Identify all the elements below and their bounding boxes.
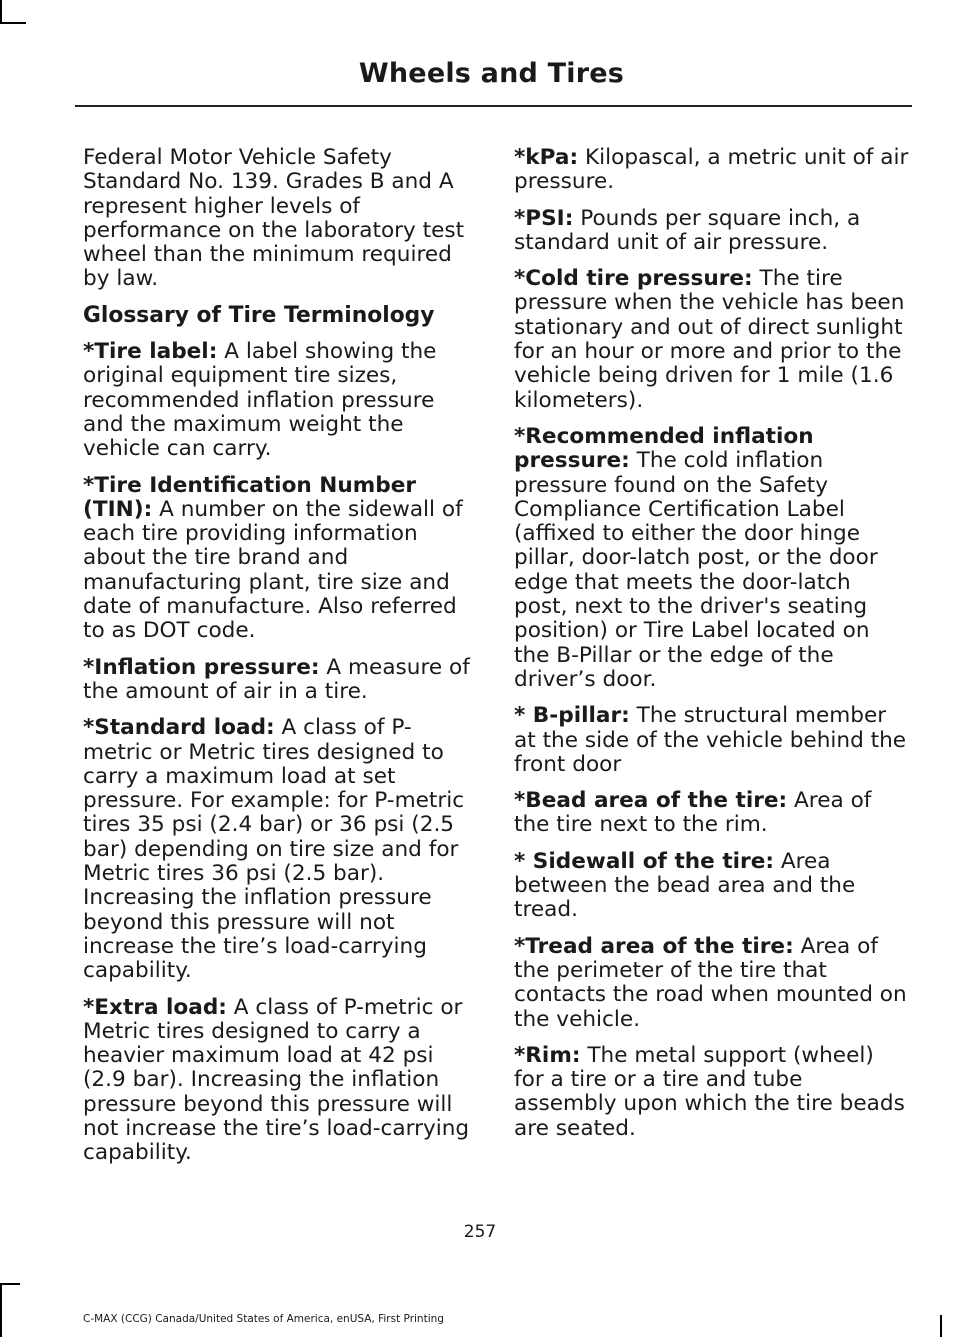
page-title: Wheels and Tires (358, 58, 624, 89)
glossary-definition: Pounds per square inch, a standard unit of air pressure. (514, 205, 861, 255)
glossary-definition: The metal support (wheel) for a tire or a tire and tube assembly upon which the tire beads are seated. (514, 1042, 905, 1141)
glossary-entry (514, 789, 909, 838)
glossary-entry (514, 704, 909, 777)
crop-mark-bottom-left-v (0, 1283, 2, 1337)
glossary-term: *kPa: (514, 145, 579, 170)
page-number: 257 (463, 1222, 497, 1242)
glossary-term: *Bead area of the tire: (514, 788, 788, 814)
glossary-term: *Rim: (514, 1042, 581, 1068)
glossary-entry (514, 146, 909, 195)
crop-mark-bottom-right-v (940, 1315, 942, 1337)
glossary-term: *Tire Identification Number (TIN): (83, 472, 416, 522)
glossary-entry (514, 425, 909, 692)
glossary-definition: A number on the sidewall of each tire providing information about the tire brand and manufacturing plant, tire size and date of manufacture. Also referred to as DOT code. (83, 496, 463, 644)
glossary-definition: The tire pressure when the vehicle has been stationary and out of direct sunlight for an hour or more and prior to the vehicle being driven for 1 mile (1.6 kilometers). (514, 266, 905, 413)
footer-publication-info: C-MAX (CCG) Canada/United States of America, enUSA, First Printing (83, 1313, 444, 1325)
glossary-definition: Kilopascal, a metric unit of air pressure. (514, 145, 909, 195)
glossary-term: * B-pillar: (514, 703, 630, 729)
glossary-definition: A measure of the amount of air in a tire. (83, 654, 470, 704)
left-column (83, 146, 478, 1178)
glossary-definition: A class of P-metric or Metric tires designed to carry a heavier maximum load at 42 psi (2.9 bar). Increasing the inflation pressure beyond this pressure will not increase the tire’s load-carrying capability. (83, 994, 470, 1166)
glossary-entry (83, 716, 478, 983)
glossary-entry (83, 340, 478, 461)
glossary-term: *Cold tire pressure: (514, 266, 753, 292)
glossary-term: *Extra load: (83, 994, 227, 1020)
section-heading: Glossary of Tire Terminology (83, 302, 435, 328)
glossary-definition: Area of the perimeter of the tire that contacts the road when mounted on the vehicle. (514, 933, 907, 1032)
glossary-term: *Standard load: (83, 715, 275, 741)
glossary-entry (514, 207, 909, 256)
crop-mark-top-left-v (0, 0, 2, 24)
right-column (514, 146, 909, 1153)
glossary-definition: The structural member at the side of the vehicle behind the front door (514, 703, 907, 777)
glossary-term: * Sidewall of the tire: (514, 848, 774, 874)
glossary-entry (83, 146, 478, 292)
glossary-term: *Inflation pressure: (83, 654, 320, 680)
crop-mark-top-left-h (0, 22, 26, 24)
glossary-entry (514, 267, 909, 413)
glossary-entry (514, 850, 909, 923)
glossary-entry (83, 656, 478, 705)
glossary-definition: Federal Motor Vehicle Safety Standard No. 139. Grades B and A represent higher levels of performance on the laboratory test wheel than the minimum required by law. (83, 145, 465, 292)
glossary-definition: A class of P-metric or Metric tires designed to carry a maximum load at set pressure. For example: for P-metric tires 35 psi (2.4 bar) or 36 psi (2.5 bar) depending on tire size and for Metric tires 36 psi (2.5 bar). Increasing the inflation pressure beyond this pressure will not increase the tire’s load-carrying capability. (83, 715, 465, 984)
glossary-entry (83, 996, 478, 1166)
glossary-definition: A label showing the original equipment tire sizes, recommended inflation pressure and the maximum weight the vehicle can carry. (83, 339, 437, 462)
glossary-definition: The cold inflation pressure found on the Safety Compliance Certification Label (affixed to either the door hinge pillar, door-latch post, or the door edge that meets the door-latch post, next to the driver's seating position) or Tire Label located on the B-Pillar or the edge of the driver’s door. (514, 448, 878, 692)
glossary-definition: Area of the tire next to the rim. (514, 788, 872, 838)
glossary-term: *Tire label: (83, 339, 218, 365)
glossary-entry (514, 935, 909, 1032)
glossary-entry (83, 474, 478, 644)
glossary-term: *PSI: (514, 205, 574, 231)
glossary-term: *Recommended inflation pressure: (514, 423, 814, 474)
glossary-entry (514, 1044, 909, 1141)
glossary-term: *Tread area of the tire: (514, 933, 794, 959)
crop-mark-bottom-left-h (0, 1283, 20, 1285)
header-divider (75, 105, 912, 107)
glossary-definition: Area between the bead area and the tread. (514, 848, 856, 923)
